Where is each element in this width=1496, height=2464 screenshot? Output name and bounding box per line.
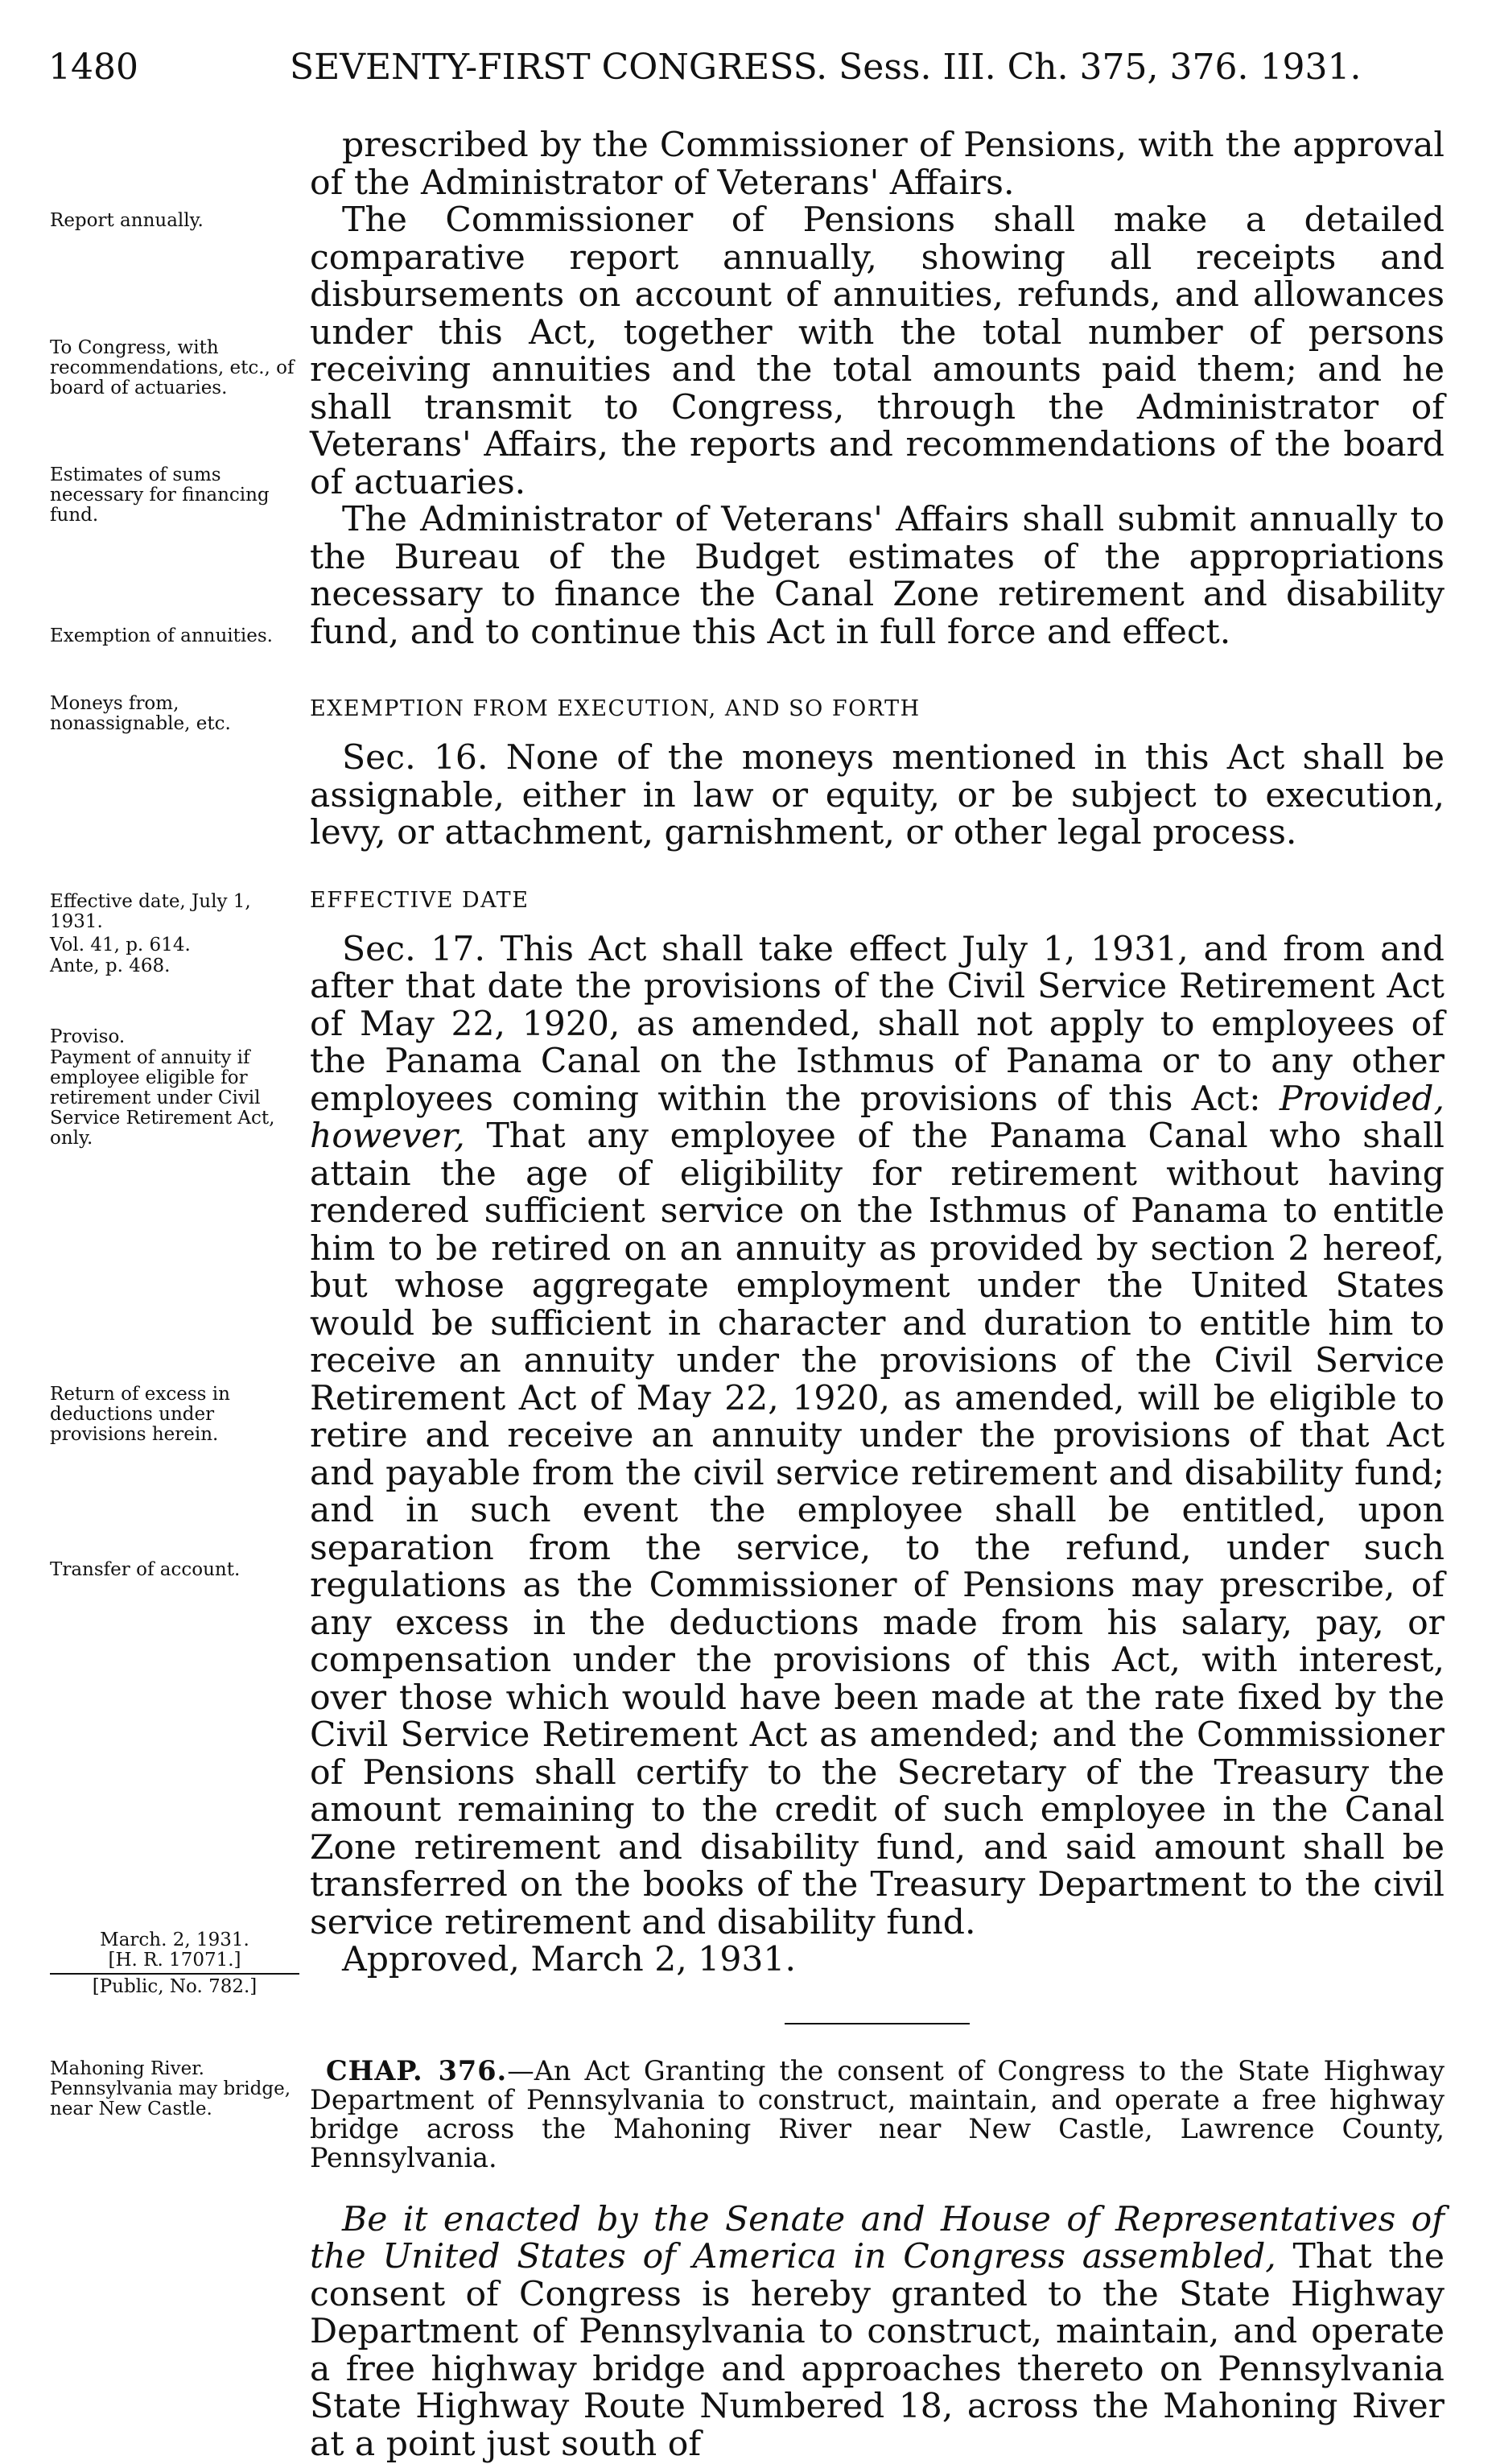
section-17-opening: Sec. 17. This Act shall take effect July 1, 1931, and from and after that date the provisions of the Civil Service Retirement Act of May 22, 1920, as amended, shall not apply to employees of the Panama Canal on the Isthmus of Panama or to any other employees coming within the provisions of this Act: <box>310 929 1444 1119</box>
paragraph-prescribed: prescribed by the Commissioner of Pensions, with the approval of the Administrator of Veterans' Affairs. <box>310 126 1444 203</box>
running-title: SEVENTY-FIRST CONGRESS. Sess. III. Ch. 375, 376. 1931. <box>290 47 1362 88</box>
page-number: 1480 <box>48 47 138 88</box>
enacting-clause: Be it enacted by the Senate and House of Representatives of the United States of America in Congress assembled, <box>310 2199 1444 2276</box>
bill-date: March. 2, 1931. <box>100 1930 249 1950</box>
margin-note-payment: Payment of annuity if employee eligible for retirement under Civil Service Retirement Act, only. <box>50 1047 275 1149</box>
proviso-phrase: Provided, however, <box>310 1079 1444 1156</box>
margin-note-report: Report annually. <box>50 210 204 231</box>
margin-note-transfer: Transfer of account. <box>50 1559 241 1580</box>
section-divider <box>785 2023 970 2024</box>
margin-note-to-congress: To Congress, with recommendations, etc., of board of actuaries. <box>50 337 295 398</box>
public-law-number: [Public, No. 782.] <box>92 1976 258 1997</box>
section-17-proviso: That any employee of the Panama Canal who shall attain the age of eligibility for retirement without having rendered sufficient service on the Isthmus of Panama to entitle him to be retired on an annuity as provided by section 2 hereof, but whose aggregate employment under the United States would be sufficient in character and duration to entitle him to receive an annuity under the provisions of the Civil Service Retirement Act of May 22, 1920, as amended, will be eligible to retire and receive an annuity under the provisions of that Act and payable from the civil service retirement and disability fund; and in such event the employee shall be entitled, upon separation from the service, to the refund, under such regulations as the Commissioner of Pensions may prescribe, of any excess in the deductions made from his salary, pay, or compensation under the provisions of this Act, with interest, over those which would have been made at the rate fixed by the Civil Service Retirement Act as amended; and the Commissioner of Pensions shall certify to the Secretary of the Treasury the amount remaining to the credit of such employee in the Canal Zone retirement and disability fund, and said amount shall be transferred on the books of the Treasury Department to the civil service retirement and disability fund. <box>310 1116 1445 1942</box>
approved-line: Approved, March 2, 1931. <box>342 1940 796 1979</box>
margin-note-exemption: Exemption of annuities. <box>50 625 273 646</box>
chapter-description: —An Act Granting the consent of Congress to the State Highway Department of Pennsylvania to construct, maintain, and operate a free highway bridge across the Mahoning River near New Castle, Lawrence County, Pennsylvania. <box>310 2054 1444 2173</box>
bill-identification <box>50 1930 299 1997</box>
section-16: Sec. 16. None of the moneys mentioned in this Act shall be assignable, either in law or equity, or be subject to execution, levy, or attachment, garnishment, or other legal process. <box>310 738 1444 852</box>
page-header <box>48 47 1449 95</box>
margin-note-effective-date: Effective date, July 1, 1931. <box>50 891 251 932</box>
bridge-consent-text: That the consent of Congress is hereby granted to the State Highway Department of Pennsylvania to construct, maintain, and operate a free highway bridge and approaches thereto on Pennsylvania State Highway Route Numbered 18, across the Mahoning River at a point just south of <box>310 2237 1445 2464</box>
margin-note-proviso: Proviso. <box>50 1026 126 1047</box>
section-17 <box>310 931 1444 1942</box>
margin-note-estimates: Estimates of sums necessary for financing fund. <box>50 464 270 526</box>
margin-note-return-excess: Return of excess in deductions under provisions herein. <box>50 1384 230 1445</box>
margin-note-mahoning: Mahoning River. Pennsylvania may bridge, near New Castle. <box>50 2058 291 2119</box>
margin-note-vol-ref: Vol. 41, p. 614. <box>50 935 191 955</box>
chapter-label: CHAP. 376. <box>326 2054 508 2086</box>
main-text <box>310 127 1444 2463</box>
bill-number: [H. R. 17071.] <box>108 1950 241 1971</box>
chapter-376-title <box>310 2054 1444 2173</box>
paragraph-report: The Commissioner of Pensions shall make a detailed comparative report annually, showing all receipts and disbursements on account of annuities, refunds, and allowances under this Act, together with the total number of persons receiving annuities and the total amounts paid them; and he shall transmit to Congress, through the Administrator of Veterans' Affairs, the reports and recommendations of the board of actuaries. <box>310 200 1444 502</box>
bill-rule <box>50 1973 299 1975</box>
enacting-paragraph <box>310 2199 1445 2464</box>
heading-effective-date: EFFECTIVE DATE <box>310 887 530 913</box>
paragraph-estimates: The Administrator of Veterans' Affairs shall submit annually to the Bureau of the Budget estimates of the appropriations necessary to finance the Canal Zone retirement and disability fund, and to continue this Act in full force and effect. <box>310 500 1444 652</box>
margin-note-ante-ref: Ante, p. 468. <box>50 955 171 976</box>
margin-note-moneys: Moneys from, nonassignable, etc. <box>50 693 231 734</box>
heading-exemption: EXEMPTION FROM EXECUTION, AND SO FORTH <box>310 696 921 721</box>
